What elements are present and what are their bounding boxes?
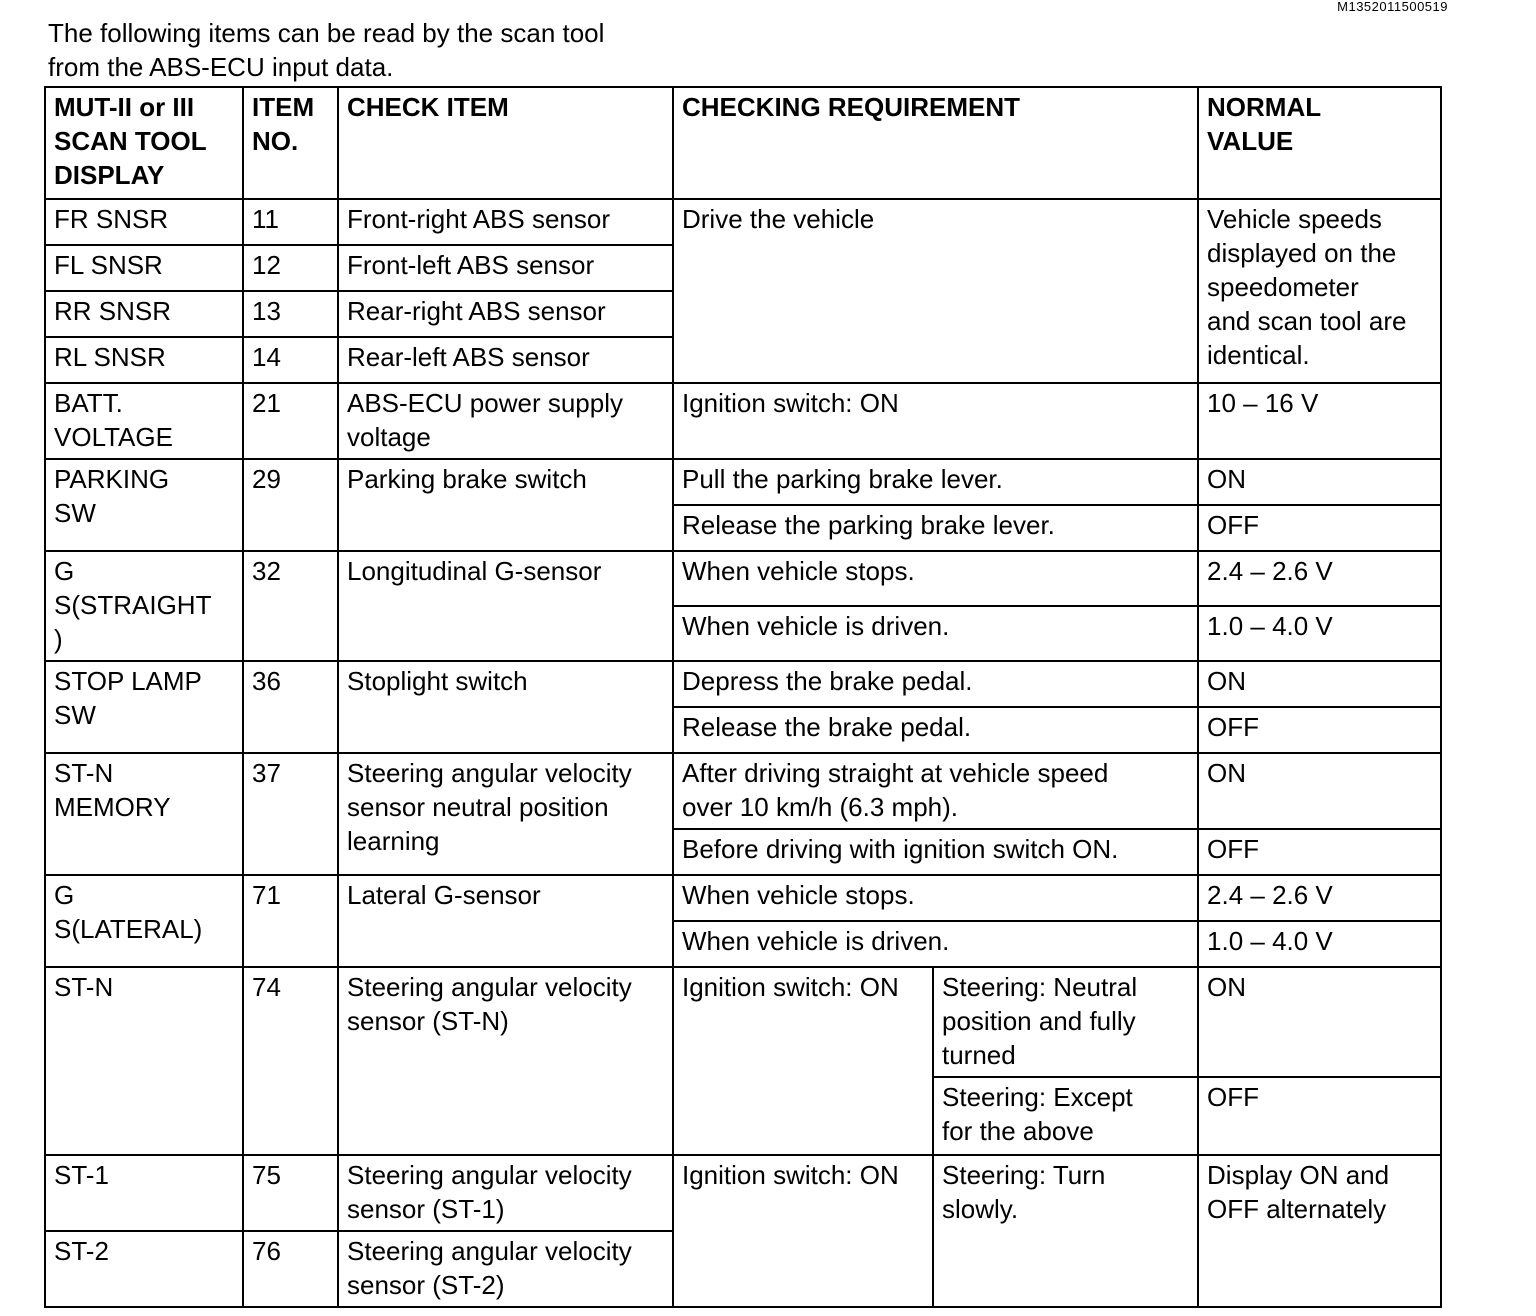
header-requirement: CHECKING REQUIREMENT [673, 87, 1198, 199]
requirement-cell: Release the brake pedal. [673, 707, 1198, 753]
check-item-cell: ABS-ECU power supply voltage [338, 383, 673, 459]
display-cell: RL SNSR [45, 337, 243, 383]
table-row [45, 661, 1441, 707]
requirement-cell: When vehicle is driven. [673, 921, 1198, 967]
normal-value-cell: OFF [1198, 829, 1441, 875]
normal-value-cell: 2.4 – 2.6 V [1198, 551, 1441, 606]
normal-value-cell: ON [1198, 459, 1441, 505]
item-no-cell: 76 [243, 1231, 338, 1307]
table-row [45, 383, 1441, 459]
item-no-cell: 32 [243, 551, 338, 661]
header-item-no: ITEM NO. [243, 87, 338, 199]
item-no-cell: 74 [243, 967, 338, 1155]
item-no-cell: 75 [243, 1155, 338, 1231]
normal-value-cell: 10 – 16 V [1198, 383, 1441, 459]
requirement-cell: Ignition switch: ON [673, 383, 1198, 459]
item-no-cell: 13 [243, 291, 338, 337]
requirement-cell: Release the parking brake lever. [673, 505, 1198, 551]
item-no-cell: 12 [243, 245, 338, 291]
display-cell: G S(LATERAL) [45, 875, 243, 967]
normal-value-cell: 1.0 – 4.0 V [1198, 606, 1441, 661]
display-cell: BATT. VOLTAGE [45, 383, 243, 459]
header-normal-value: NORMAL VALUE [1198, 87, 1441, 199]
display-cell: G S(STRAIGHT ) [45, 551, 243, 661]
table-row [45, 199, 1441, 245]
check-item-cell: Steering angular velocity sensor (ST-N) [338, 967, 673, 1155]
check-item-cell: Steering angular velocity sensor neutral position learning [338, 753, 673, 875]
item-no-cell: 71 [243, 875, 338, 967]
display-cell: RR SNSR [45, 291, 243, 337]
display-cell: PARKING SW [45, 459, 243, 551]
header-row [45, 87, 1441, 199]
normal-value-cell: ON [1198, 967, 1441, 1077]
normal-value-cell: ON [1198, 753, 1441, 829]
requirement-cell: After driving straight at vehicle speed over 10 km/h (6.3 mph). [673, 753, 1198, 829]
requirement-cell: When vehicle is driven. [673, 606, 1198, 661]
item-no-cell: 11 [243, 199, 338, 245]
requirement-cell: Ignition switch: ON [673, 967, 933, 1155]
table-row [45, 551, 1441, 606]
header-display: MUT-II or III SCAN TOOL DISPLAY [45, 87, 243, 199]
normal-value-cell: Display ON and OFF alternately [1198, 1155, 1441, 1307]
requirement-cell: When vehicle stops. [673, 875, 1198, 921]
table-row [45, 459, 1441, 505]
requirement-cell: When vehicle stops. [673, 551, 1198, 606]
normal-value-cell: 1.0 – 4.0 V [1198, 921, 1441, 967]
display-cell: ST-2 [45, 1231, 243, 1307]
intro-line-1: The following items can be read by the scan tool [48, 18, 605, 48]
item-no-cell: 21 [243, 383, 338, 459]
normal-value-cell: 2.4 – 2.6 V [1198, 875, 1441, 921]
intro-text [48, 16, 604, 84]
header-check-item: CHECK ITEM [338, 87, 673, 199]
table-row [45, 967, 1441, 1077]
check-item-cell: Front-right ABS sensor [338, 199, 673, 245]
condition-cell: Steering: Turn slowly. [933, 1155, 1198, 1307]
display-cell: ST-N MEMORY [45, 753, 243, 875]
check-item-cell: Parking brake switch [338, 459, 673, 551]
normal-value-cell: OFF [1198, 505, 1441, 551]
document-code: M1352011500519 [1337, 0, 1448, 14]
item-no-cell: 29 [243, 459, 338, 551]
requirement-cell: Pull the parking brake lever. [673, 459, 1198, 505]
display-cell: STOP LAMP SW [45, 661, 243, 753]
item-no-cell: 14 [243, 337, 338, 383]
table-row [45, 753, 1441, 829]
check-item-cell: Longitudinal G-sensor [338, 551, 673, 661]
check-item-cell: Steering angular velocity sensor (ST-2) [338, 1231, 673, 1307]
condition-cell: Steering: Neutral position and fully turned [933, 967, 1198, 1077]
item-no-cell: 36 [243, 661, 338, 753]
requirement-cell: Drive the vehicle [673, 199, 1198, 383]
intro-line-2: from the ABS-ECU input data. [48, 52, 394, 82]
check-item-cell: Steering angular velocity sensor (ST-1) [338, 1155, 673, 1231]
display-cell: FL SNSR [45, 245, 243, 291]
requirement-cell: Ignition switch: ON [673, 1155, 933, 1307]
normal-value-cell: Vehicle speeds displayed on the speedometer and scan tool are identical. [1198, 199, 1441, 383]
check-item-cell: Rear-left ABS sensor [338, 337, 673, 383]
check-item-cell: Lateral G-sensor [338, 875, 673, 967]
check-item-cell: Rear-right ABS sensor [338, 291, 673, 337]
check-item-cell: Front-left ABS sensor [338, 245, 673, 291]
normal-value-cell: OFF [1198, 707, 1441, 753]
display-cell: FR SNSR [45, 199, 243, 245]
display-cell: ST-1 [45, 1155, 243, 1231]
scan-tool-table [44, 86, 1442, 1308]
requirement-cell: Depress the brake pedal. [673, 661, 1198, 707]
requirement-cell: Before driving with ignition switch ON. [673, 829, 1198, 875]
condition-cell: Steering: Except for the above [933, 1077, 1198, 1155]
table-row [45, 875, 1441, 921]
normal-value-cell: ON [1198, 661, 1441, 707]
item-no-cell: 37 [243, 753, 338, 875]
check-item-cell: Stoplight switch [338, 661, 673, 753]
display-cell: ST-N [45, 967, 243, 1155]
normal-value-cell: OFF [1198, 1077, 1441, 1155]
table-row [45, 1155, 1441, 1231]
